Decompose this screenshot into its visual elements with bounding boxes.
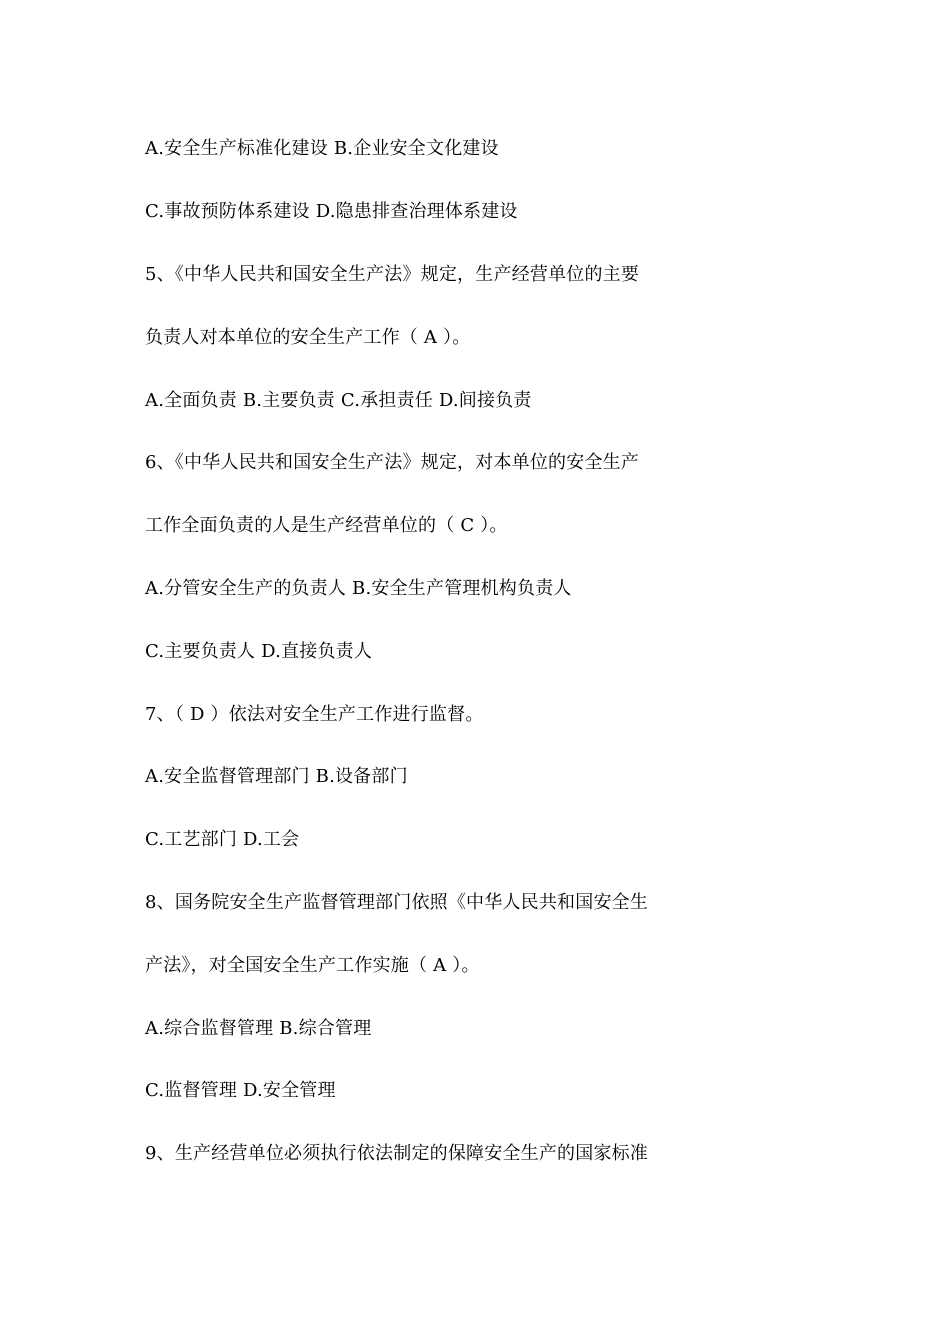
- answer-options-line: C.工艺部门 D.工会: [145, 829, 300, 850]
- question-7-line: 7、（ D ）依法对安全生产工作进行监督。: [145, 704, 484, 725]
- question-8-line-2: 产法》，对全国安全生产工作实施（ A ）。: [145, 955, 480, 976]
- answer-options-line: C.监督管理 D.安全管理: [145, 1080, 336, 1101]
- question-6-line-1: 6、《中华人民共和国安全生产法》规定，对本单位的安全生产: [145, 452, 640, 473]
- question-6-line-2: 工作全面负责的人是生产经营单位的（ C ）。: [145, 515, 508, 536]
- question-5-line-2: 负责人对本单位的安全生产工作（ A ）。: [145, 327, 471, 348]
- question-8-line-1: 8、国务院安全生产监督管理部门依照《中华人民共和国安全生: [145, 892, 649, 913]
- answer-options-line: A.综合监督管理 B.综合管理: [145, 1018, 372, 1039]
- question-5-line-1: 5、《中华人民共和国安全生产法》规定，生产经营单位的主要: [145, 264, 640, 285]
- question-9-line-1: 9、生产经营单位必须执行依法制定的保障安全生产的国家标准: [145, 1143, 649, 1164]
- answer-options-line: A.分管安全生产的负责人 B.安全生产管理机构负责人: [145, 578, 572, 599]
- answer-options-line: A.安全监督管理部门 B.设备部门: [145, 766, 408, 787]
- answer-options-line: A.全面负责 B.主要负责 C.承担责任 D.间接负责: [145, 390, 532, 411]
- answer-options-line: A.安全生产标准化建设 B.企业安全文化建设: [145, 138, 499, 159]
- answer-options-line: C.事故预防体系建设 D.隐患排查治理体系建设: [145, 201, 518, 222]
- answer-options-line: C.主要负责人 D.直接负责人: [145, 641, 373, 662]
